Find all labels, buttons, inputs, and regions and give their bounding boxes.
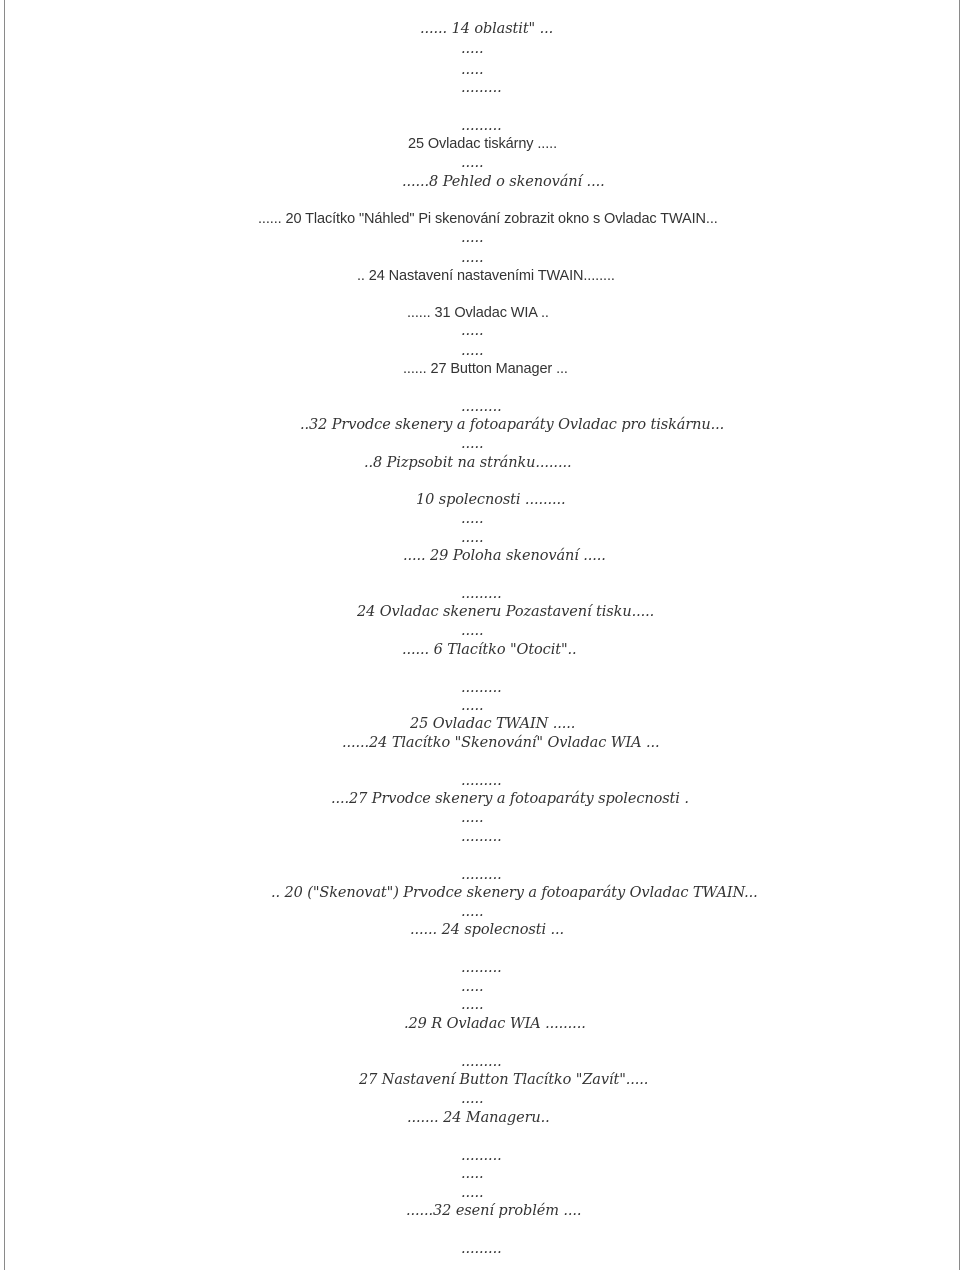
toc-line: ......... — [461, 680, 502, 696]
toc-line: ..... — [461, 698, 484, 714]
toc-line: 10 spolecnosti ......... — [416, 492, 566, 508]
toc-line: ..... — [461, 623, 484, 639]
toc-line: .29 R Ovladac WIA ......... — [404, 1016, 586, 1032]
toc-line: ..8 Pizpsobit na stránku........ — [364, 455, 572, 471]
toc-line: ..... — [461, 904, 484, 920]
toc-line: ......... — [461, 1054, 502, 1070]
toc-line: ..... — [461, 997, 484, 1013]
toc-line: ...... 14 oblastit" ... — [420, 21, 554, 37]
toc-line: ...... 24 spolecnosti ... — [410, 922, 565, 938]
toc-line: .. 24 Nastavení nastaveními TWAIN........ — [357, 268, 615, 284]
toc-line: ......... — [461, 1241, 502, 1257]
toc-line: ..... — [461, 1091, 484, 1107]
toc-line: ......... — [461, 586, 502, 602]
toc-line: ..... — [461, 979, 484, 995]
toc-line: ..... — [461, 155, 484, 171]
toc-line: 25 Ovladac tiskárny ..... — [408, 136, 558, 152]
toc-line: ......32 esení problém .... — [406, 1203, 582, 1219]
toc-line: ...... 6 Tlacítko "Otocit".. — [402, 642, 577, 658]
toc-line: ..... — [461, 230, 484, 246]
toc-line: 24 Ovladac skeneru Pozastavení tisku..... — [357, 604, 655, 620]
toc-line: ..... — [461, 1185, 484, 1201]
toc-line: ......... — [461, 829, 502, 845]
toc-line: ...... 20 Tlacítko "Náhled" Pi skenování zobrazit okno s Ovladac TWAIN... — [258, 211, 718, 227]
toc-line: ......... — [461, 773, 502, 789]
toc-line: ..... — [461, 41, 484, 57]
toc-line: ......8 Pehled o skenování .... — [402, 174, 605, 190]
toc-line: ..... — [461, 436, 484, 452]
toc-line: ....... 24 Manageru.. — [407, 1110, 550, 1126]
toc-line: ..... — [461, 343, 484, 359]
toc-line: ......... — [461, 960, 502, 976]
toc-line: ..... — [461, 511, 484, 527]
toc-line: ..32 Prvodce skenery a fotoaparáty Ovladac pro tiskárnu... — [300, 417, 725, 433]
toc-line: ......... — [461, 118, 502, 134]
toc-line: ......... — [461, 867, 502, 883]
toc-line: 25 Ovladac TWAIN ..... — [410, 716, 576, 732]
toc-line: ..... — [461, 323, 484, 339]
toc-line: ...... 31 Ovladac WIA .. — [407, 305, 549, 321]
toc-line: ......... — [461, 1148, 502, 1164]
toc-line: ..... — [461, 530, 484, 546]
toc-line: ....27 Prvodce skenery a fotoaparáty spolecnosti . — [331, 791, 689, 807]
toc-line: ..... — [461, 1166, 484, 1182]
toc-line: ..... — [461, 62, 484, 78]
toc-line: ......24 Tlacítko "Skenování" Ovladac WIA ... — [342, 735, 660, 751]
toc-line: ..... — [461, 250, 484, 266]
toc-line: ......... — [461, 399, 502, 415]
toc-line: .. 20 ("Skenovat") Prvodce skenery a fotoaparáty Ovladac TWAIN... — [271, 885, 758, 901]
toc-line: ......... — [461, 80, 502, 96]
toc-line: ..... — [461, 810, 484, 826]
toc-line: 27 Nastavení Button Tlacítko "Zavít"..... — [359, 1072, 649, 1088]
toc-line: ...... 27 Button Manager ... — [403, 361, 568, 377]
toc-line: ..... 29 Poloha skenování ..... — [403, 548, 606, 564]
